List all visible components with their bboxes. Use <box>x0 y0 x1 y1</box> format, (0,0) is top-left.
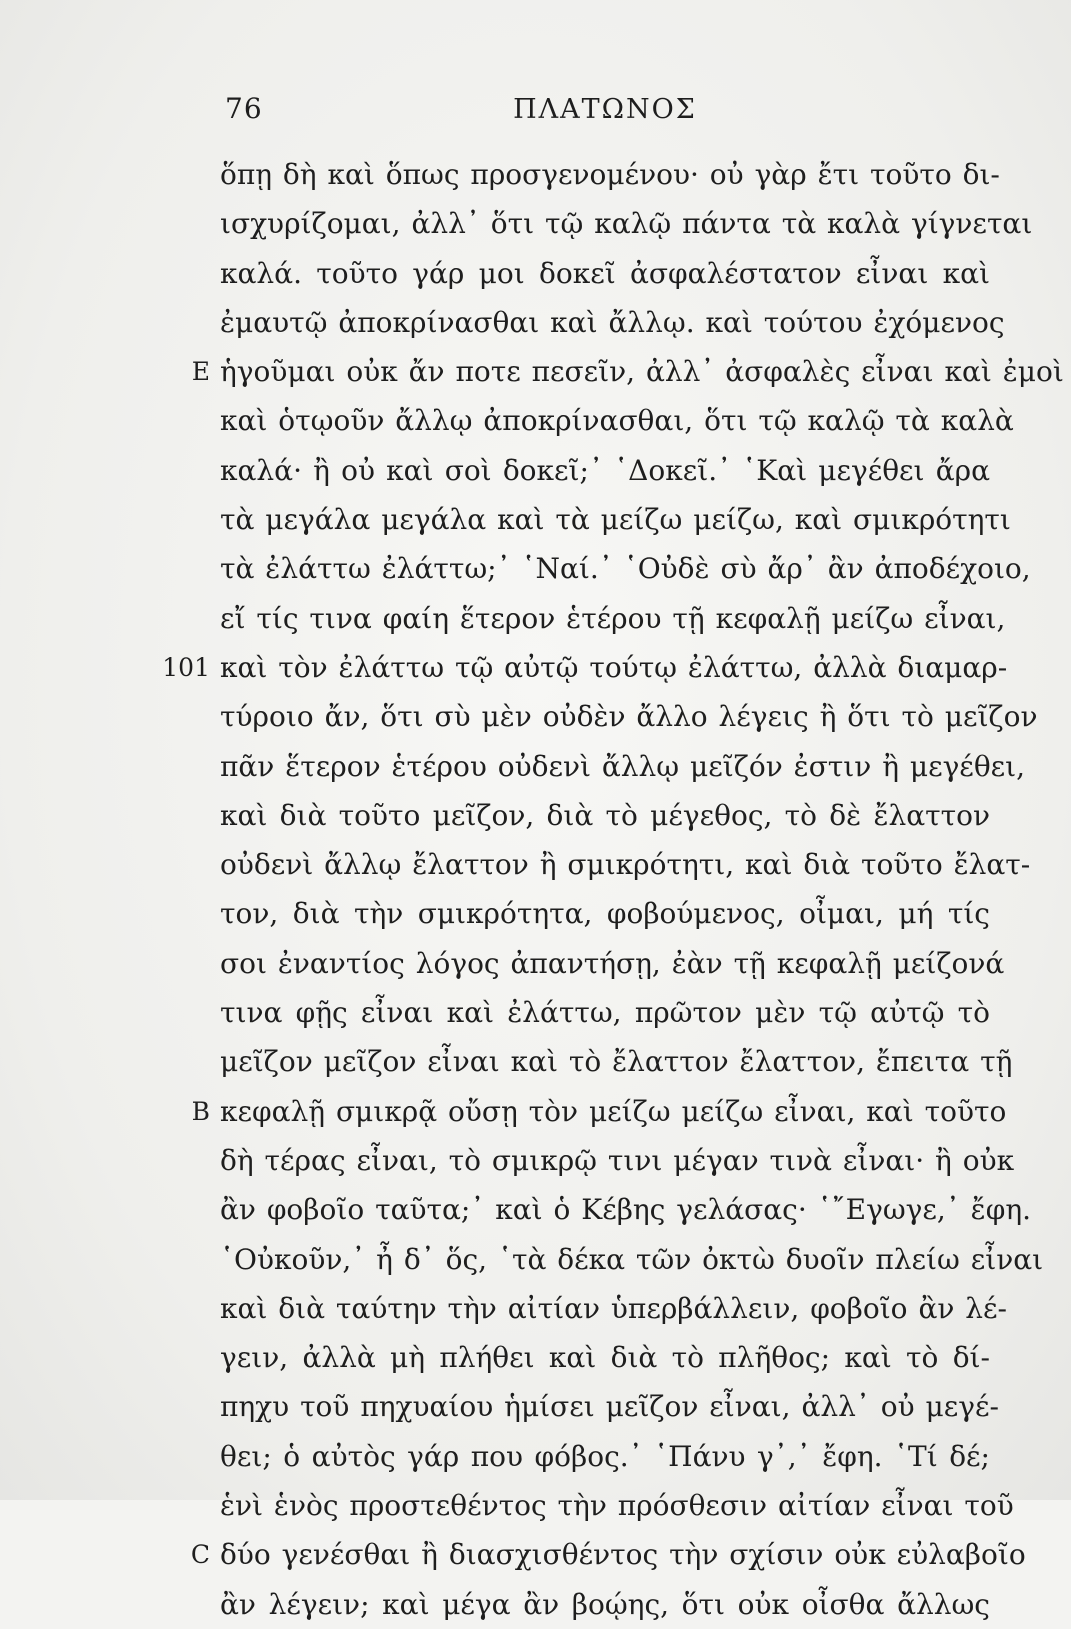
text-line <box>220 199 1033 248</box>
line-text: καὶ διὰ ταύτην τὴν αἰτίαν ὑπερβάλλειν, φοβοῖο ἂν λέ- <box>220 1291 1007 1325</box>
text-line <box>220 840 1031 889</box>
line-text: ἂν φοβοῖο ταῦτα;᾽ καὶ ὁ Κέβης γελάσας· ῾῎Εγωγε,᾽ ἔφη. <box>220 1193 1031 1227</box>
text-line <box>220 594 1006 643</box>
text-line <box>191 1087 1007 1136</box>
line-text: δὴ τέρας εἶναι, τὸ σμικρῷ τινι μέγαν τινὰ εἶναι· ἢ οὐκ <box>220 1143 1015 1177</box>
text-line <box>220 1136 1015 1185</box>
text-line <box>220 1284 1007 1333</box>
margin-marker: C <box>190 1540 210 1570</box>
line-text: καὶ ὁτῳοῦν ἄλλῳ ἀποκρίνασθαι, ὅτι τῷ καλῷ τὰ καλὰ <box>220 404 1014 438</box>
text-line <box>220 249 990 298</box>
line-text: ὅπῃ δὴ καὶ ὅπως προσγενομένου· οὐ γὰρ ἔτι τοῦτο δι- <box>220 158 1000 191</box>
line-text: τὰ ἐλάττω ἐλάττω;᾽ ῾Ναί.᾽ ῾Οὐδὲ σὺ ἄρ᾽ ἂν ἀποδέχοιο, <box>220 552 1031 586</box>
line-text: καὶ τὸν ἐλάττω τῷ αὐτῷ τούτῳ ἐλάττω, ἀλλὰ διαμαρ- <box>220 650 1008 684</box>
text-line <box>220 446 990 495</box>
greek-text-body <box>162 150 1064 1629</box>
line-text: ῾Οὐκοῦν,᾽ ἦ δ᾽ ὅς, ῾τὰ δέκα τῶν ὀκτὼ δυοῖν πλείω εἶναι <box>220 1242 1044 1276</box>
line-text: οὐδενὶ ἄλλῳ ἔλαττον ἢ σμικρότητι, καὶ διὰ τοῦτο ἔλατ- <box>220 848 1031 882</box>
text-line <box>220 1481 1014 1530</box>
text-line <box>220 791 990 840</box>
text-line <box>220 150 1000 199</box>
line-text: γειν, ἀλλὰ μὴ πλήθει καὶ διὰ τὸ πλῆθος; καὶ τὸ δί- <box>220 1341 990 1375</box>
text-line <box>220 1235 1044 1284</box>
text-line <box>220 298 1005 347</box>
line-text: μεῖζον μεῖζον εἶναι καὶ τὸ ἔλαττον ἔλαττον, ἔπειτα τῇ <box>220 1045 1013 1079</box>
text-line <box>220 396 1014 445</box>
line-text: ισχυρίζομαι, ἀλλ᾽ ὅτι τῷ καλῷ πάντα τὰ καλὰ γίγνεται <box>220 207 1033 241</box>
margin-marker: 101 <box>162 652 210 682</box>
text-line <box>220 939 1005 988</box>
line-text: καὶ διὰ τοῦτο μεῖζον, διὰ τὸ μέγεθος, τὸ δὲ ἔλαττον <box>220 798 990 832</box>
line-text: τύροιο ἄν, ὅτι σὺ μὲν οὐδὲν ἄλλο λέγεις ἢ ὅτι τὸ μεῖζον <box>220 700 1038 734</box>
text-line <box>220 495 1011 544</box>
line-text: ἂν λέγειν; καὶ μέγα ἂν βοῴης, ὅτι οὐκ οἶσθα ἄλλως <box>220 1587 990 1621</box>
text-line <box>220 889 990 938</box>
line-text: τὰ μεγάλα μεγάλα καὶ τὰ μείζω μείζω, καὶ σμικρότητι <box>220 503 1011 537</box>
text-line <box>220 742 1026 791</box>
line-text: τινα φῇς εἶναι καὶ ἐλάττω, πρῶτον μὲν τῷ αὐτῷ τὸ <box>220 996 990 1030</box>
line-text: καλά. τοῦτο γάρ μοι δοκεῖ ἀσφαλέστατον εἶναι καὶ <box>220 256 990 290</box>
text-line <box>220 1580 990 1629</box>
line-text: πηχυ τοῦ πηχυαίου ἡμίσει μεῖζον εἶναι, ἀλλ᾽ οὐ μεγέ- <box>220 1390 999 1424</box>
line-text: ἑνὶ ἑνὸς προστεθέντος τὴν πρόσθεσιν αἰτίαν εἶναι τοῦ <box>220 1489 1014 1523</box>
text-line <box>220 1037 1013 1086</box>
line-text: σοι ἐναντίος λόγος ἀπαντήσῃ, ἐὰν τῇ κεφαλῇ μείζονά <box>220 946 1005 980</box>
margin-marker: E <box>191 357 210 387</box>
line-text: τον, διὰ τὴν σμικρότητα, φοβούμενος, οἶμαι, μή τίς <box>220 897 990 931</box>
line-text: δύο γενέσθαι ἢ διασχισθέντος τὴν σχίσιν οὐκ εὐλαβοῖο <box>220 1538 1026 1572</box>
line-text: πᾶν ἕτερον ἑτέρου οὐδενὶ ἄλλῳ μεῖζόν ἐστιν ἢ μεγέθει, <box>220 749 1026 783</box>
margin-marker: B <box>191 1096 210 1126</box>
text-line <box>220 1333 990 1382</box>
text-line <box>220 1382 999 1431</box>
page-number: 76 <box>225 92 263 125</box>
text-line <box>190 1530 1026 1579</box>
line-text: ἐμαυτῷ ἀποκρίνασθαι καὶ ἄλλῳ. καὶ τούτου ἐχόμενος <box>220 305 1005 339</box>
line-text: θει; ὁ αὐτὸς γάρ που φόβος.᾽ ῾Πάνυ γ᾽,᾽ ἔφη. ῾Τί δέ; <box>220 1439 990 1473</box>
running-title: ΠΛΑΤΩΝΟΣ <box>513 94 697 125</box>
text-line <box>220 988 990 1037</box>
line-text: ἡγοῦμαι οὐκ ἄν ποτε πεσεῖν, ἀλλ᾽ ἀσφαλὲς εἶναι καὶ ἐμοὶ <box>220 355 1064 389</box>
line-text: εἴ τίς τινα φαίη ἕτερον ἑτέρου τῇ κεφαλῇ μείζω εἶναι, <box>220 601 1006 635</box>
text-line <box>191 347 1064 396</box>
text-line <box>162 643 1008 692</box>
text-line <box>220 692 1038 741</box>
text-line <box>220 544 1031 593</box>
text-line <box>220 1432 990 1481</box>
text-line <box>220 1185 1031 1234</box>
line-text: κεφαλῇ σμικρᾷ οὔσῃ τὸν μείζω μείζω εἶναι, καὶ τοῦτο <box>220 1094 1007 1128</box>
page-header <box>220 92 990 132</box>
line-text: καλά· ἢ οὐ καὶ σοὶ δοκεῖ;᾽ ῾Δοκεῖ.᾽ ῾Καὶ μεγέθει ἄρα <box>220 453 990 487</box>
